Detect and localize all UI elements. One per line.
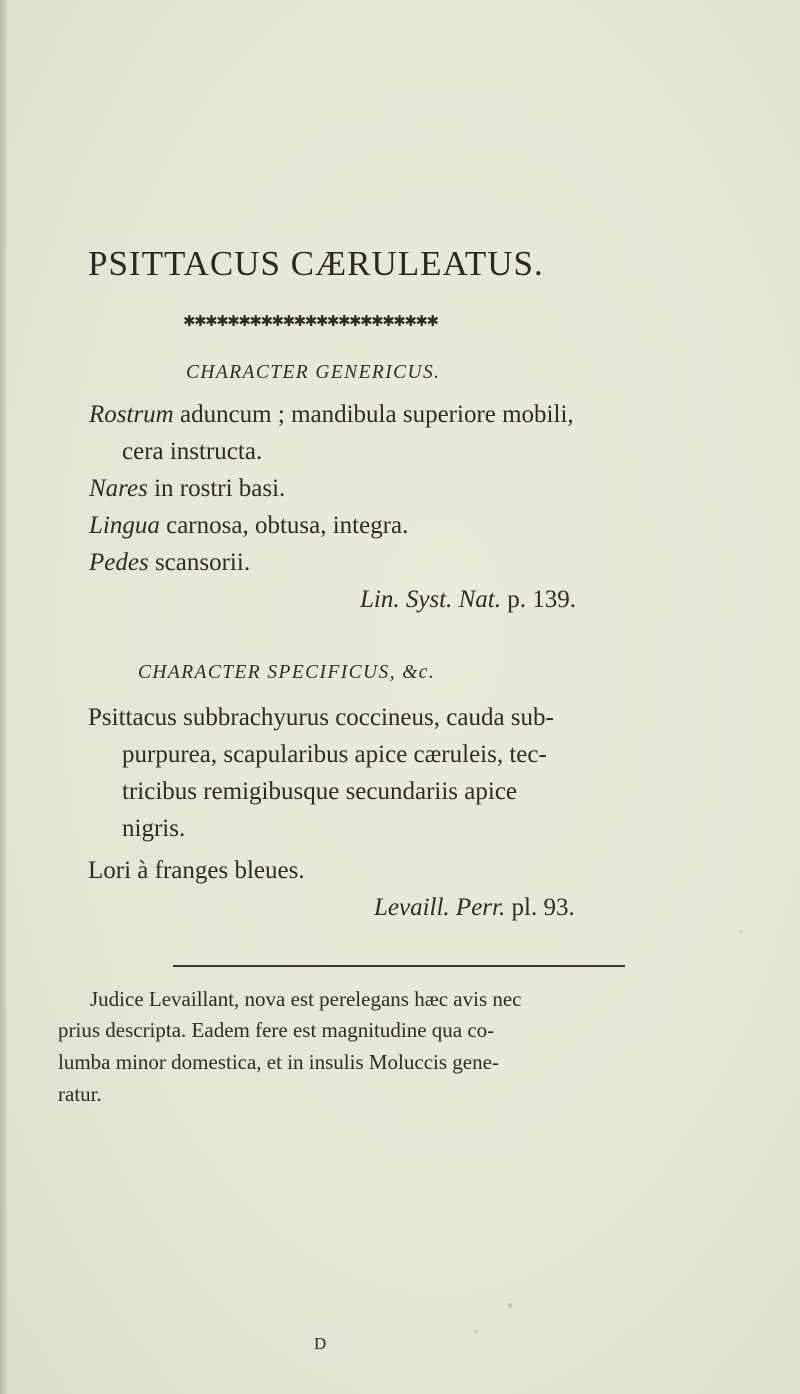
generic-line-rostrum [89,401,574,429]
generic-heading: CHARACTER GENERICUS. [186,362,441,383]
specific-reference [374,894,575,922]
binding-edge [0,0,7,1394]
term-rostrum: Rostrum [89,401,174,428]
specific-heading: CHARACTER SPECIFICUS, &c. [138,662,436,683]
term-pedes: Pedes [89,549,149,576]
reference-page: p. 139. [501,586,576,613]
note-line-4: ratur. [58,1082,102,1106]
generic-reference [360,586,576,614]
horizontal-rule [173,965,625,967]
note-line-1: Judice Levaillant, nova est perelegans hæc avis nec [90,987,522,1011]
text-cera: cera instructa. [122,438,263,465]
note-line-3: lumba minor domestica, et in insulis Moluccis gene- [58,1050,499,1074]
generic-line-nares [89,475,285,503]
specific-line-3: tricibus remigibusque secundariis apice [122,778,518,805]
text-pedes: scansorii. [148,549,251,576]
specific-line-4: nigris. [122,815,186,842]
specific-line-vernacular: Lori à franges bleues. [88,857,305,884]
text-rostrum: aduncum ; mandibula superiore mobili, [173,401,574,428]
term-lingua: Lingua [89,512,160,539]
paper-spot [740,930,742,933]
reference-source: Lin. Syst. Nat. [360,586,501,613]
paper-spot [475,1330,478,1333]
text-lingua: carnosa, obtusa, integra. [159,512,409,539]
term-nares: Nares [89,475,148,502]
text-nares: in rostri basi. [147,475,286,502]
paper-spot [508,1303,512,1308]
specific-line-2: purpurea, scapularibus apice cæruleis, tec- [122,741,547,768]
ornament-stars: ✱✱✱✱✱✱✱✱✱✱✱✱✱✱✱✱✱✱✱✱✱✱✱ [183,312,438,330]
reference-source-2: Levaill. Perr. [374,894,506,921]
page-title: PSITTACUS CÆRULEATUS. [88,244,544,283]
signature-mark: D [314,1334,327,1353]
generic-line-lingua [89,512,408,540]
generic-line-pedes [89,549,250,577]
generic-line-cera [122,438,262,466]
specific-line-1: Psittacus subbrachyurus coccineus, cauda sub- [88,704,554,731]
reference-page-2: pl. 93. [505,894,575,921]
note-line-2: prius descripta. Eadem fere est magnitudine qua co- [58,1018,495,1042]
